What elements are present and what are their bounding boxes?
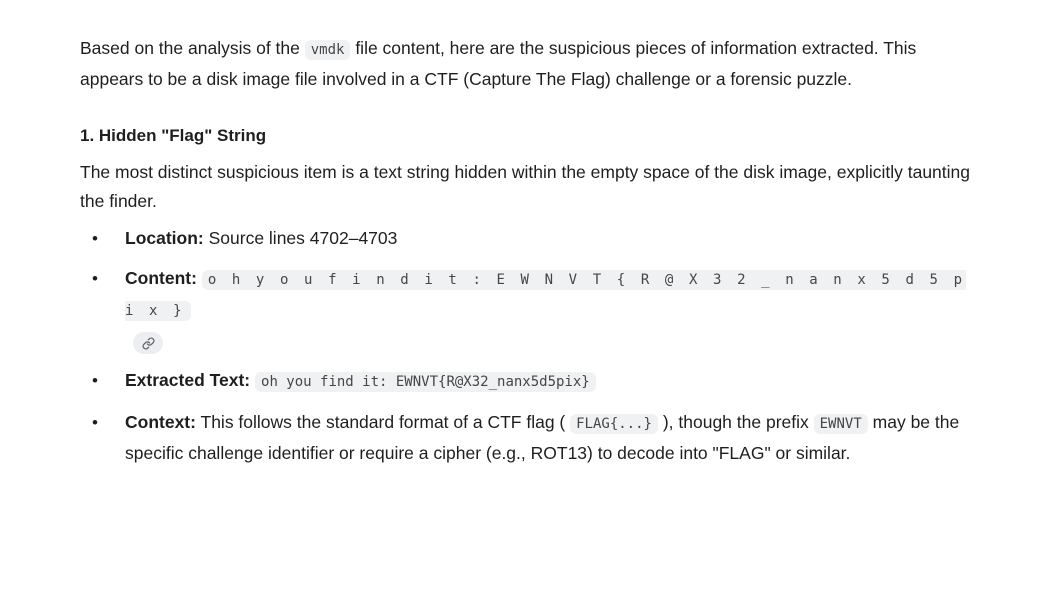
section-description: The most distinct suspicious item is a text string hidden within the empty space of the disk image, explicitly taunting the finder. bbox=[80, 162, 971, 211]
content-label: Content: bbox=[125, 268, 197, 288]
inline-code-flag: FLAG{...} bbox=[570, 414, 658, 434]
intro-paragraph bbox=[80, 34, 980, 94]
bullet-icon: • bbox=[92, 229, 98, 248]
bullet-icon: • bbox=[92, 413, 98, 432]
intro-text-before: Based on the analysis of the bbox=[80, 38, 305, 58]
list-item-location bbox=[80, 224, 980, 253]
location-text: Source lines 4702–4703 bbox=[203, 228, 398, 248]
context-label: Context: bbox=[125, 412, 196, 432]
response-content bbox=[80, 34, 980, 479]
context-text-1: This follows the standard format of a CTF flag ( bbox=[195, 412, 571, 432]
location-label: Location: bbox=[125, 228, 204, 248]
content-code: o h y o u f i n d i t : E W N V T { R @ X 3 2 _ n a n x 5 d 5 p i x } bbox=[125, 272, 966, 319]
link-icon bbox=[142, 337, 155, 350]
inline-code-vmdk: vmdk bbox=[305, 40, 351, 60]
link-chip[interactable] bbox=[133, 332, 163, 354]
inline-code-prefix: EWNVT bbox=[814, 414, 868, 434]
section-heading: 1. Hidden "Flag" String bbox=[80, 126, 267, 145]
list-item-content bbox=[80, 264, 980, 355]
findings-list bbox=[80, 224, 980, 468]
bullet-icon: • bbox=[92, 269, 98, 288]
bullet-icon: • bbox=[92, 371, 98, 390]
list-item-extracted-text bbox=[80, 366, 980, 397]
extracted-code: oh you find it: EWNVT{R@X32_nanx5d5pix} bbox=[255, 372, 596, 392]
context-text-2: ), though the prefix bbox=[657, 412, 814, 432]
list-item-context bbox=[80, 408, 980, 468]
intro-text-after: file content, here are the suspicious pieces of information extracted. This appears to be a disk image file involved in a CTF (Capture The Flag) challenge or a forensic puzzle. bbox=[80, 38, 917, 89]
extracted-label: Extracted Text: bbox=[125, 370, 251, 390]
context-text-3: may be the specific challenge identifier or require a cipher (e.g., ROT13) to decode into "FLAG" or similar. bbox=[125, 412, 960, 463]
